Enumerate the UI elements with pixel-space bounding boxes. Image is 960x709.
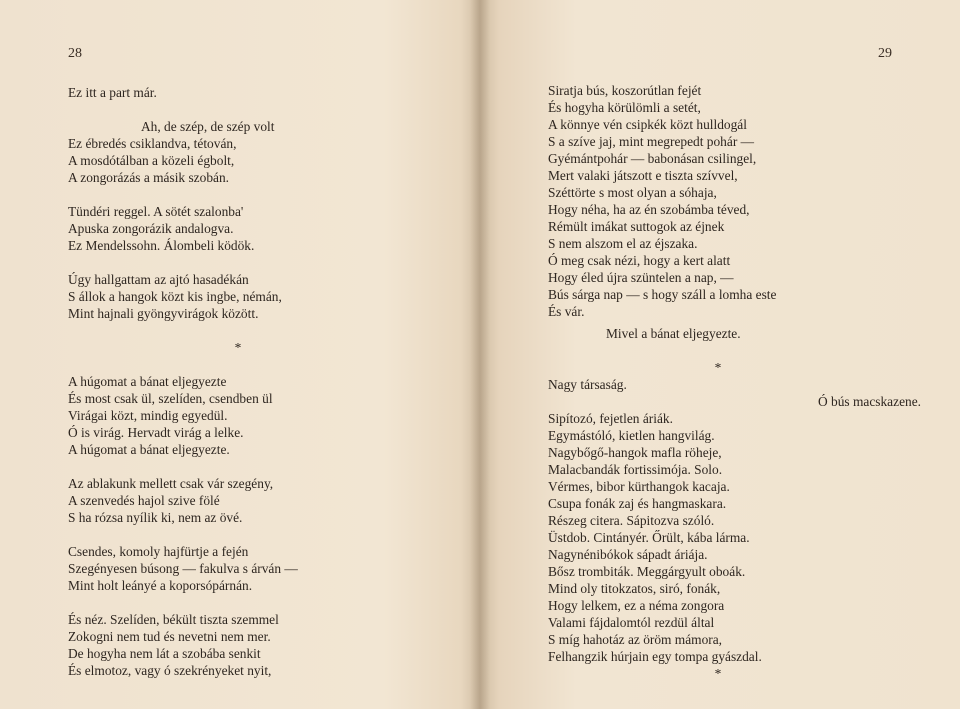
section-separator: * xyxy=(234,340,242,355)
poem-line: Mind oly titokzatos, siró, fonák, xyxy=(548,581,721,596)
poem-text-left xyxy=(68,84,368,679)
poem-text-right xyxy=(548,82,921,682)
poem-line: Üstdob. Cintányér. Őrült, kába lárma. xyxy=(548,530,750,545)
poem-line: És hogyha körülömli a setét, xyxy=(548,100,701,115)
page-number-right: 29 xyxy=(878,46,892,61)
poem-line: S nem alszom el az éjszaka. xyxy=(548,236,698,251)
poem-line: Hogy néha, ha az én szobámba téved, xyxy=(548,202,750,217)
poem-line: Ah, de szép, de szép volt xyxy=(141,119,275,134)
right-page xyxy=(480,0,960,709)
poem-line: És most csak ül, szelíden, csendben ül xyxy=(68,391,273,406)
stanza-gap xyxy=(68,526,368,543)
stanza-gap xyxy=(68,322,368,339)
section-separator: * xyxy=(714,666,722,681)
stanza-gap xyxy=(68,458,368,475)
poem-line: Részeg citera. Sápitozva szóló. xyxy=(548,513,715,528)
poem-line: A könnye vén csipkék közt hulldogál xyxy=(548,117,747,132)
poem-line: Csendes, komoly hajfürtje a fején xyxy=(68,544,249,559)
poem-line: Malacbandák fortissimója. Solo. xyxy=(548,462,723,477)
stanza-gap xyxy=(68,186,368,203)
poem-line: Virágai közt, mindig egyedül. xyxy=(68,408,228,423)
poem-line: Mint hajnali gyöngyvirágok között. xyxy=(68,306,259,321)
poem-line: Ez Mendelssohn. Álombeli ködök. xyxy=(68,238,255,253)
poem-line: S míg hahotáz az öröm mámora, xyxy=(548,632,723,647)
poem-line: Mivel a bánat eljegyezte. xyxy=(606,326,741,341)
page-number-left: 28 xyxy=(68,46,82,61)
poem-line: Tündéri reggel. A sötét szalonba' xyxy=(68,204,244,219)
poem-line: Apuska zongorázik andalogva. xyxy=(68,221,234,236)
poem-line: Egymástóló, kietlen hangvilág. xyxy=(548,428,715,443)
poem-line: A zongorázás a másik szobán. xyxy=(68,170,230,185)
poem-line: Siratja bús, koszorútlan fejét xyxy=(548,83,702,98)
poem-line: És elmotoz, vagy ó szekrényeket nyit, xyxy=(68,663,272,678)
stanza-gap xyxy=(68,594,368,611)
poem-line: És vár. xyxy=(548,304,585,319)
poem-line: S ha rózsa nyílik ki, nem az övé. xyxy=(68,510,243,525)
poem-line: És néz. Szelíden, békült tiszta szemmel xyxy=(68,612,279,627)
poem-line: Zokogni nem tud és nevetni nem mer. xyxy=(68,629,271,644)
poem-line: Ez ébredés csiklandva, tétován, xyxy=(68,136,237,151)
stanza-gap xyxy=(68,254,368,271)
section-separator: * xyxy=(714,360,722,375)
poem-line: Szegényesen búsong — fakulva s árván — xyxy=(68,561,298,576)
poem-line: A szenvedés hajol szive fölé xyxy=(68,493,220,508)
poem-line: Nagy társaság. xyxy=(548,377,627,392)
poem-line: S állok a hangok közt kis ingbe, némán, xyxy=(68,289,282,304)
poem-line: Ó is virág. Hervadt virág a lelke. xyxy=(68,425,244,440)
poem-line: Széttörte s most olyan a sóhaja, xyxy=(548,185,717,200)
poem-line: A húgomat a bánat eljegyezte. xyxy=(68,442,230,457)
poem-line: Hogy lelkem, ez a néma zongora xyxy=(548,598,725,613)
poem-line: Ó meg csak nézi, hogy a kert alatt xyxy=(548,253,731,268)
poem-line: Felhangzik húrjain egy tompa gyászdal. xyxy=(548,649,762,664)
poem-line: Hogy éled újra szüntelen a nap, — xyxy=(548,270,734,285)
poem-line: Nagynénibókok sápadt áriája. xyxy=(548,547,708,562)
stanza-gap xyxy=(68,101,368,118)
stanza-gap xyxy=(548,342,868,359)
poem-line: Az ablakunk mellett csak vár szegény, xyxy=(68,476,274,491)
poem-line: A húgomat a bánat eljegyezte xyxy=(68,374,227,389)
poem-line: Ez itt a part már. xyxy=(68,85,157,100)
poem-line: Mint holt leányé a koporsópárnán. xyxy=(68,578,253,593)
poem-line: Ó bús macskazene. xyxy=(818,394,921,409)
poem-line: De hogyha nem lát a szobába senkit xyxy=(68,646,261,661)
stanza-gap xyxy=(68,356,368,373)
poem-line: Rémült imákat suttogok az éjnek xyxy=(548,219,725,234)
poem-line: Úgy hallgattam az ajtó hasadékán xyxy=(68,272,249,287)
poem-line: Nagybőgő-hangok mafla röheje, xyxy=(548,445,722,460)
poem-line: Gyémántpohár — babonásan csilingel, xyxy=(548,151,757,166)
poem-line: S a szíve jaj, mint megrepedt pohár — xyxy=(548,134,755,149)
poem-line: Vérmes, bibor kürthangok kacaja. xyxy=(548,479,730,494)
poem-line: Mert valaki játszott e tiszta szívvel, xyxy=(548,168,738,183)
poem-line: Bús sárga nap — s hogy száll a lomha este xyxy=(548,287,777,302)
poem-line: Valami fájdalomtól rezdül által xyxy=(548,615,715,630)
poem-line: Csupa fonák zaj és hangmaskara. xyxy=(548,496,727,511)
poem-line: Sipítozó, fejetlen áriák. xyxy=(548,411,673,426)
poem-line: A mosdótálban a közeli égbolt, xyxy=(68,153,235,168)
poem-line: Bősz trombiták. Meggárgyult oboák. xyxy=(548,564,746,579)
